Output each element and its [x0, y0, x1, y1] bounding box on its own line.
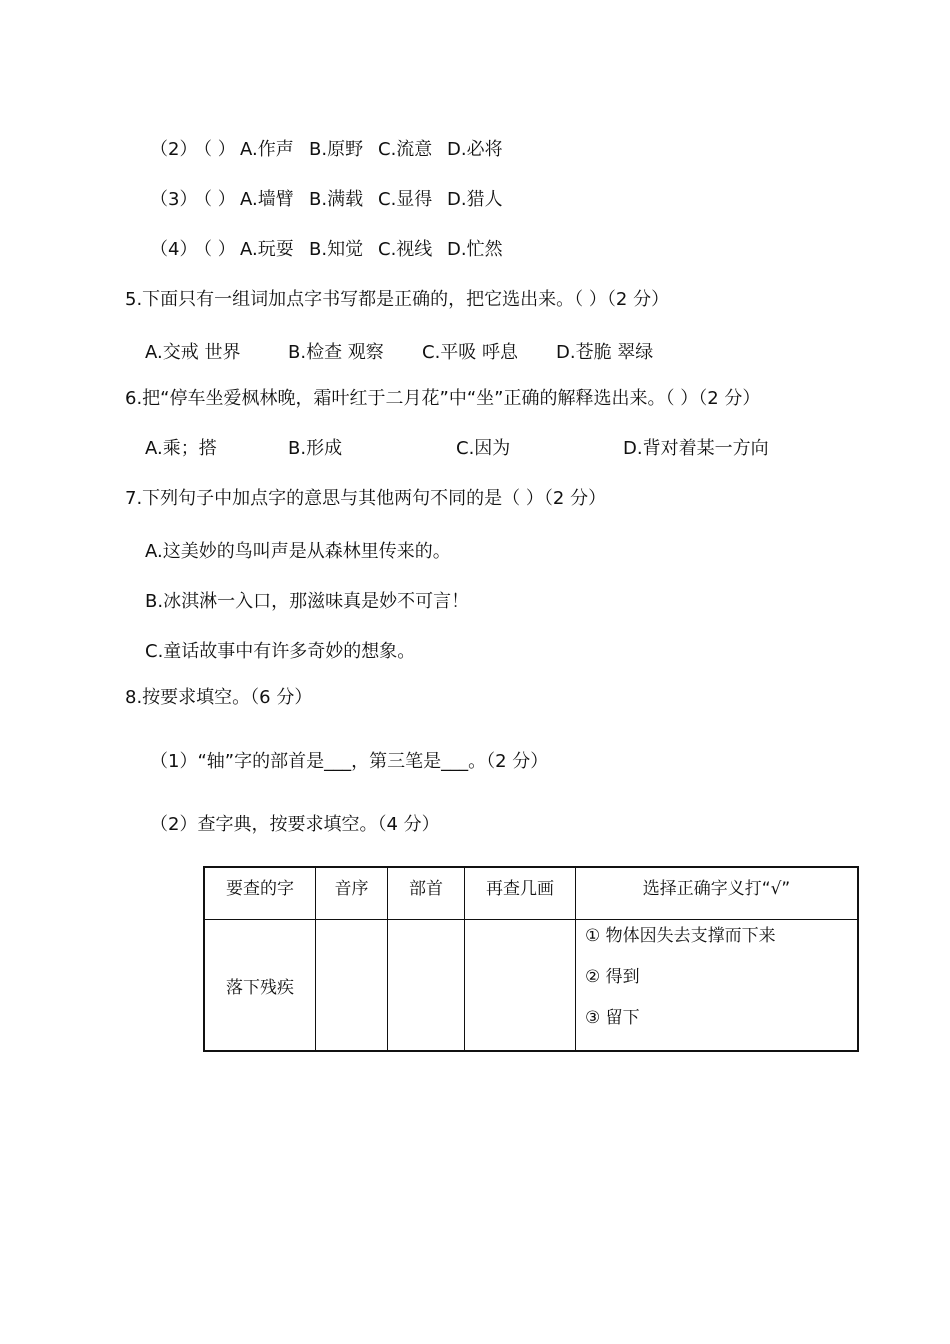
header-radical: 部首 [388, 867, 465, 920]
answer-blank: （ ） [194, 189, 236, 210]
q6-options [145, 437, 769, 461]
meaning-option-1[interactable]: ① 物体因失去支撑而下来 [585, 926, 776, 946]
meaning-option-2[interactable]: ② 得到 [585, 967, 640, 987]
header-meaning: 选择正确字义打“√” [576, 867, 859, 920]
option-b: B.原野 [309, 139, 364, 160]
option-a: A.作声 [240, 139, 294, 160]
q6-prompt: 6.把“停车坐爱枫林晚，霜叶红于二月花”中“坐”正确的解释选出来。（ ）（2 分） [125, 388, 761, 409]
answer-blank: （ ） [194, 239, 236, 260]
meanings-cell [576, 920, 859, 1052]
q6-option-c: C.因为 [456, 438, 511, 459]
word-cell: 落下残疾 [204, 920, 316, 1052]
option-a: A.玩耍 [240, 239, 294, 260]
q6-option-a: A.乘；搭 [145, 438, 217, 459]
q4-item-number: （2） [150, 139, 198, 160]
q8-sub1: （1）“轴”字的部首是___，第三笔是___。（2 分） [150, 751, 549, 772]
q5-prompt: 5.下面只有一组词加点字书写都是正确的，把它选出来。（ ）（2 分） [125, 289, 670, 310]
meaning-option-3[interactable]: ③ 留下 [585, 1008, 640, 1028]
q4-item-2 [150, 138, 503, 162]
option-c: C.显得 [378, 189, 433, 210]
option-b: B.满载 [309, 189, 364, 210]
extra-strokes-answer-cell[interactable] [465, 920, 576, 1052]
q5-options [145, 341, 653, 365]
option-c: C.视线 [378, 239, 433, 260]
q5-option-a: A.交戒 世界 [145, 342, 241, 363]
q4-item-number: （4） [150, 239, 198, 260]
radical-answer-cell[interactable] [388, 920, 465, 1052]
table-header-row [204, 867, 858, 920]
option-d: D.猎人 [447, 189, 503, 210]
q5-option-b: B.检查 观察 [288, 342, 384, 363]
q6-option-d: D.背对着某一方向 [623, 438, 769, 459]
q4-item-number: （3） [150, 189, 198, 210]
q7-option-a: A.这美妙的鸟叫声是从森林里传来的。 [145, 541, 451, 562]
option-d: D.忙然 [447, 239, 503, 260]
header-phonetic-order: 音序 [316, 867, 388, 920]
q5-option-c: C.平吸 呼息 [422, 342, 519, 363]
q5-option-d: D.苍脆 翠绿 [556, 342, 654, 363]
q4-item-4 [150, 238, 503, 262]
q7-prompt: 7.下列句子中加点字的意思与其他两句不同的是（ ）（2 分） [125, 488, 607, 509]
option-c: C.流意 [378, 139, 433, 160]
option-a: A.墙臂 [240, 189, 294, 210]
q4-item-3 [150, 188, 503, 212]
q7-option-b: B.冰淇淋一入口，那滋味真是妙不可言！ [145, 591, 470, 612]
option-d: D.必将 [447, 139, 503, 160]
header-word: 要查的字 [204, 867, 316, 920]
answer-blank: （ ） [194, 139, 236, 160]
q8-sub2: （2）查字典，按要求填空。（4 分） [150, 814, 440, 835]
dictionary-table [203, 866, 859, 1052]
q6-option-b: B.形成 [288, 438, 343, 459]
phonetic-order-answer-cell[interactable] [316, 920, 388, 1052]
header-extra-strokes: 再查几画 [465, 867, 576, 920]
option-b: B.知觉 [309, 239, 364, 260]
q8-prompt: 8.按要求填空。（6 分） [125, 687, 313, 708]
table-row [204, 920, 858, 1052]
q7-option-c: C.童话故事中有许多奇妙的想象。 [145, 641, 416, 662]
